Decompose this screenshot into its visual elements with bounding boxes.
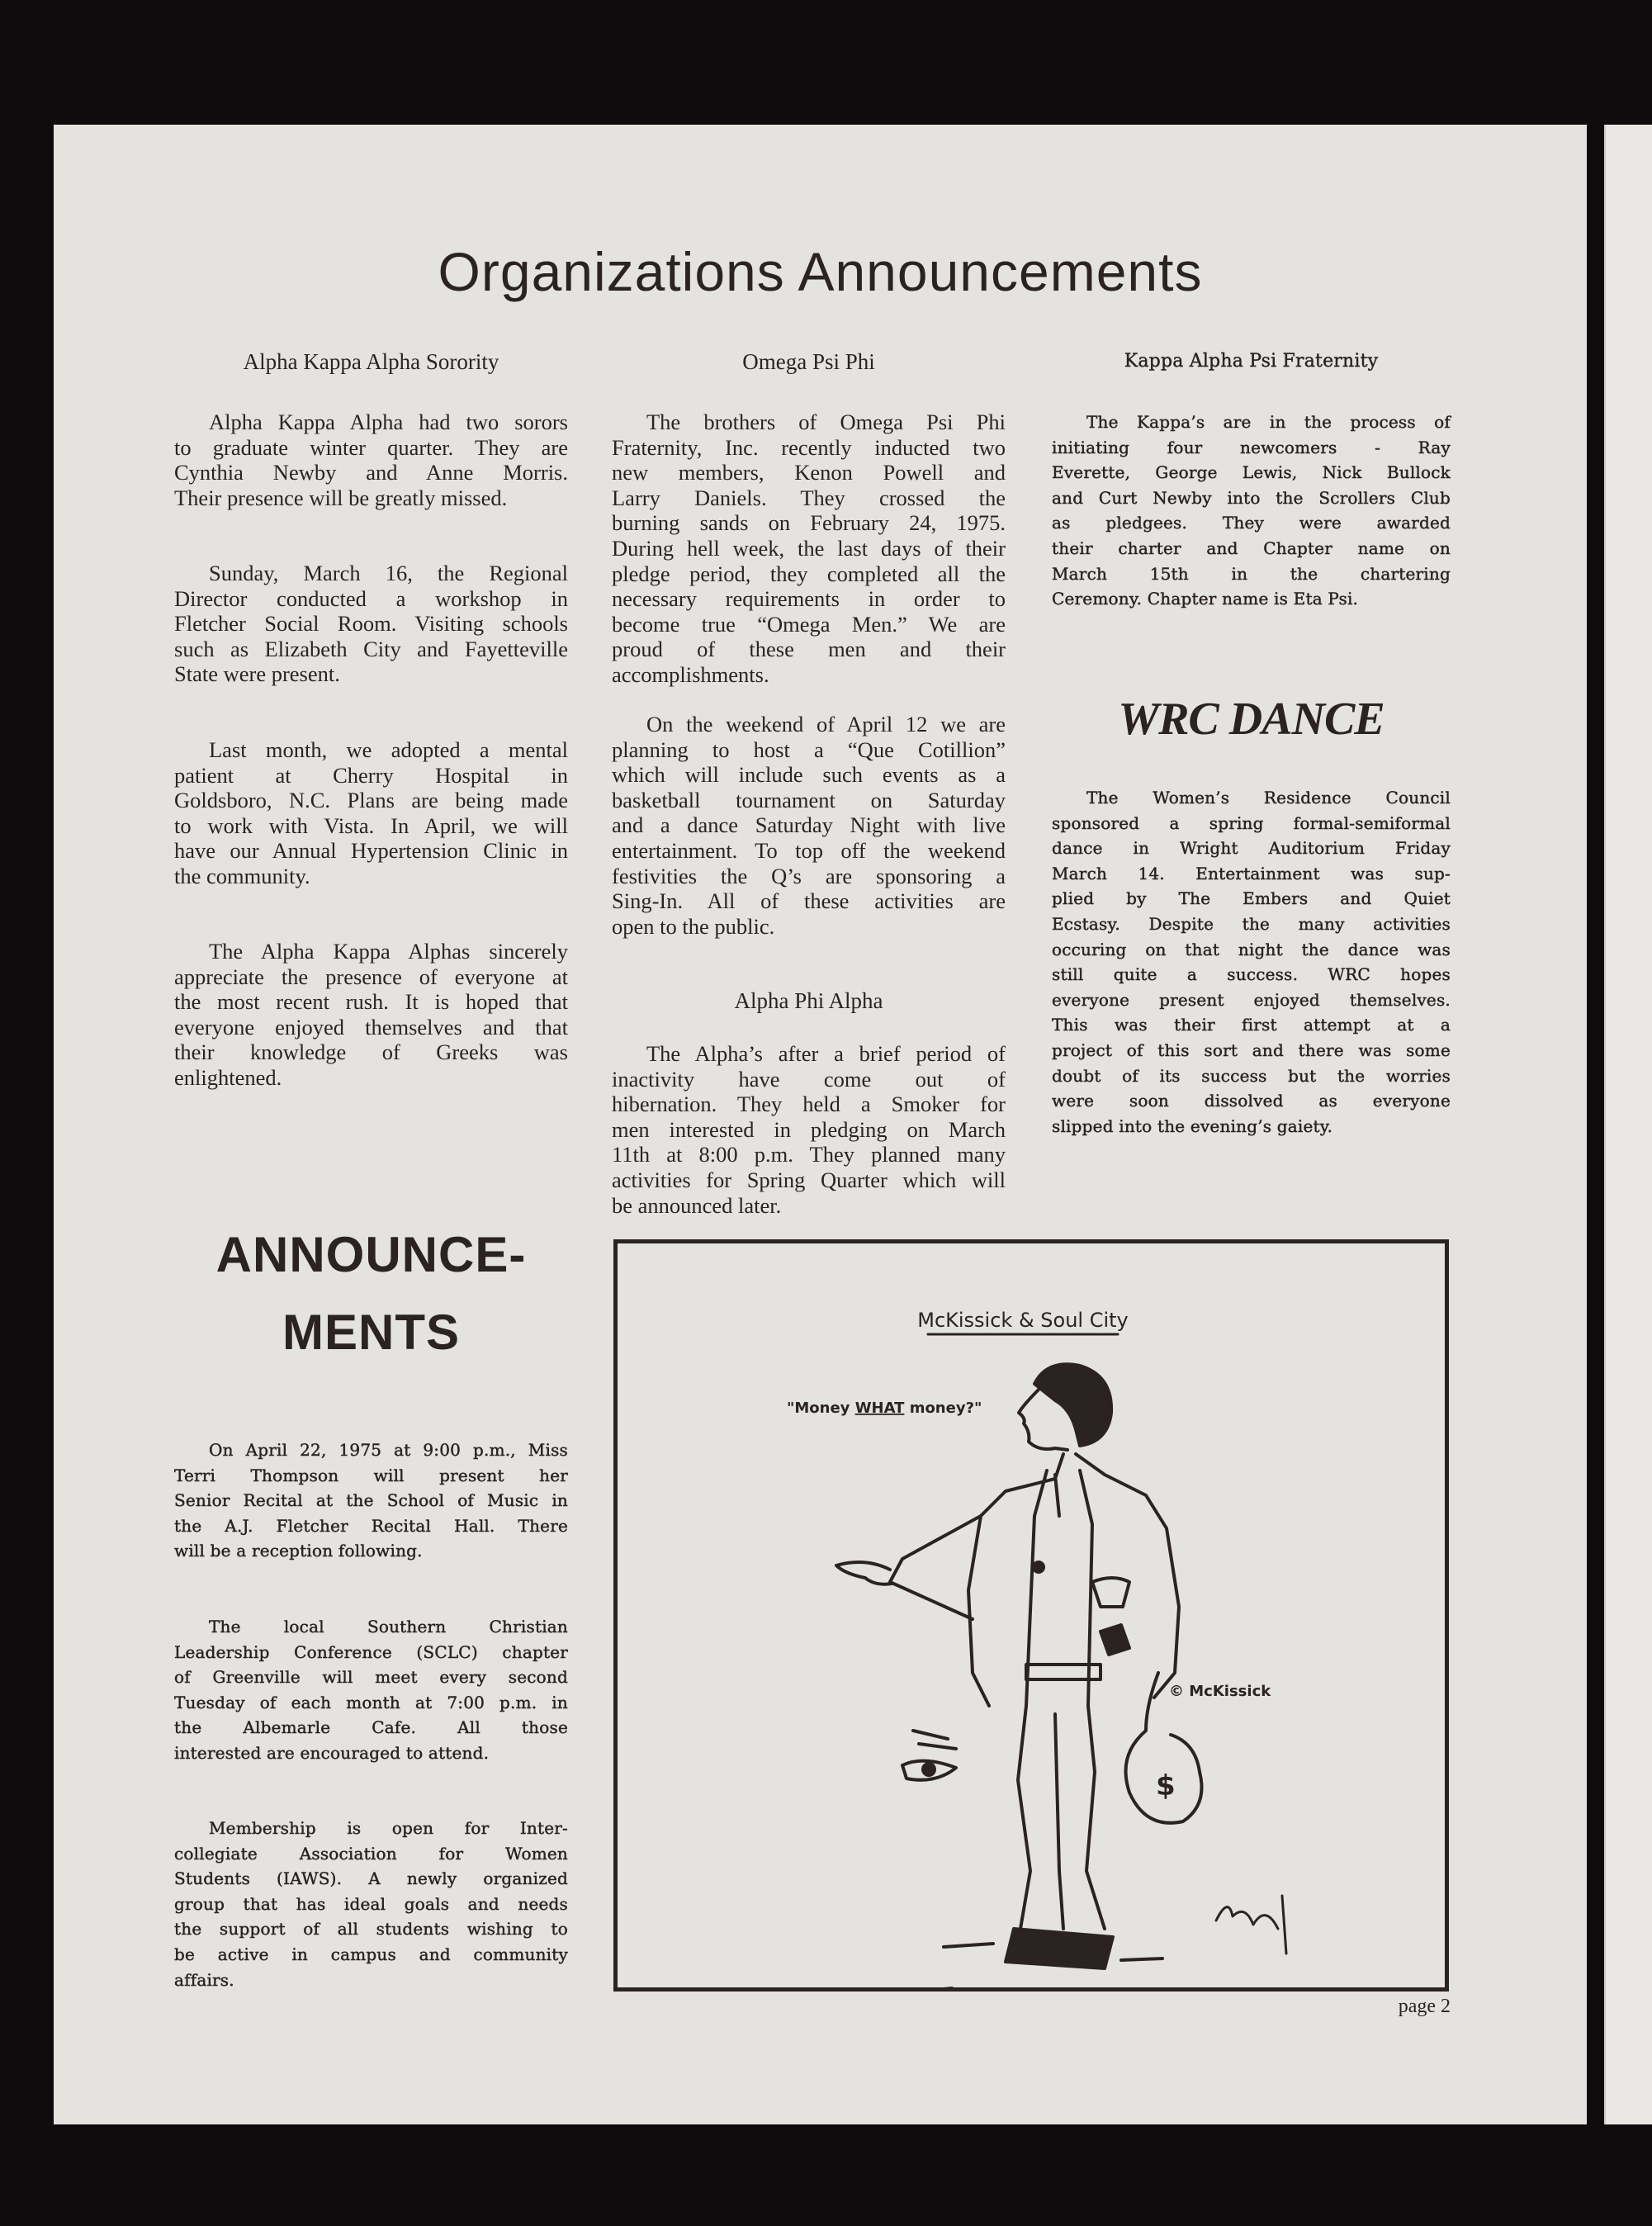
text-line: project of this sort and there was some [1052,1040,1451,1060]
text-line: On the weekend of April 12 we are [646,712,1006,736]
text-line: their charter and Chapter name on [1052,538,1451,558]
text-line: and Curt Newby into the Scrollers Club [1052,487,1451,508]
text-line: the most recent rush. It is hoped that [174,989,568,1015]
text-line: Leadership Conference (SCLC) chapter [174,1641,568,1662]
text-line: Students (IAWS). A newly organized [174,1868,568,1889]
page-title: Organizations Announcements [438,241,1203,302]
text-line: have our Annual Hypertension Clinic in [174,838,568,864]
text-line: affairs. [174,1969,234,1990]
figure-leg-left [1018,1706,1030,1929]
text-line: doubt of its success but the worries [1052,1065,1451,1086]
text-line: to graduate winter quarter. They are [174,434,568,460]
text-line: Everette, George Lewis, Nick Bullock [1052,462,1451,483]
adjacent-page-edge [1604,125,1652,2124]
kappa-paragraph-1 [1052,410,1451,612]
text-line: Larry Daniels. They crossed the [612,485,1006,510]
aka-paragraph-3 [174,737,568,889]
text-line: Tuesday of each month at 7:00 p.m. in [174,1692,568,1712]
text-line: basketball tournament on Saturday [612,787,1006,812]
announcements-heading [174,1216,568,1371]
text-line: Sing-In. All of these activities are [612,888,1006,914]
text-line: were soon dissolved as everyone [1052,1091,1451,1111]
text-line: to work with Vista. In April, we will [174,812,568,838]
text-line: will be a reception following. [174,1541,423,1561]
figure-head [1019,1364,1111,1450]
text-line: During hell week, the last days of their [612,535,1006,561]
announcements-heading-line-2: MENTS [282,1305,460,1360]
text-line: occuring on that night the dance was [1052,939,1451,959]
text-line: Cynthia Newby and Anne Morris. [174,460,568,485]
text-line: patient at Cherry Hospital in [174,762,568,788]
text-line: The Alpha Kappa Alphas sincerely [209,939,568,964]
artist-signature [1216,1896,1286,1954]
text-line: interested are encouraged to attend. [174,1742,490,1763]
text-line: Sunday, March 16, the Regional [209,561,568,585]
text-line: slipped into the evening’s gaiety. [1052,1115,1333,1136]
text-line: Alpha Kappa Alpha had two sorors [209,410,568,434]
figure-arm [890,1516,981,1619]
text-line: festivities the Q’s are sponsoring a [612,863,1006,888]
text-line: the community. [174,863,310,888]
text-line: March 15th in the chartering [1052,563,1451,584]
text-line: sponsored a spring formal-semiformal [1052,812,1451,833]
text-line: burning sands on February 24, 1975. [612,510,1006,536]
heading-kappa-alpha-psi: Kappa Alpha Psi Fraternity [1124,351,1379,372]
text-line: Director conducted a workshop in [174,585,568,611]
text-line: activities for Spring Quarter which will [612,1167,1006,1192]
text-line: collegiate Association for Women [174,1843,568,1864]
text-line: Ceremony. Chapter name is Eta Psi. [1052,589,1359,609]
text-line: The Alpha’s after a brief period of [646,1041,1006,1066]
text-line: and a dance Saturday Night with live [612,812,1006,838]
figure-jacket-left [968,1454,1063,1706]
dollar-sign-icon: $ [1156,1769,1176,1802]
text-line: dance in Wright Auditorium Friday [1052,838,1451,859]
text-line: This was their first attempt at a [1052,1015,1451,1035]
cartoon-drawing [618,1243,1445,1987]
text-line: entertainment. To top off the weekend [612,837,1006,863]
cartoon-quote: "Money WHAT money?" [787,1400,982,1417]
text-line: necessary requirements in order to [612,586,1006,612]
text-line: planning to host a “Que Cotillion” [612,736,1006,762]
text-line: The Kappa’s are in the process of [1086,412,1451,432]
text-line: appreciate the presence of everyone at [174,964,568,989]
text-line: group that has ideal goals and needs [174,1893,568,1914]
announcement-iaws [174,1816,568,1992]
text-line: open to the public. [612,913,775,939]
text-line: The Women’s Residence Council [1086,788,1451,808]
newsletter-page [54,125,1587,2124]
figure-hand [836,1562,892,1584]
text-line: their knowledge of Greeks was [174,1040,568,1065]
text-line: everyone present enjoyed themselves. [1052,989,1451,1010]
text-line: be announced later. [612,1192,782,1218]
text-line: Terri Thompson will present her [174,1465,568,1485]
text-line: On April 22, 1975 at 9:00 p.m., Miss [209,1440,568,1460]
alphaphi-paragraph-1 [612,1041,1006,1218]
text-line: Membership is open for Inter- [209,1818,568,1838]
editorial-cartoon [613,1239,1449,1992]
text-line: The local Southern Christian [209,1617,568,1636]
text-line: Senior Recital at the School of Music in [174,1490,568,1511]
heading-alpha-kappa-alpha: Alpha Kappa Alpha Sorority [243,349,499,374]
text-line: March 14. Entertainment was sup- [1052,863,1451,883]
text-line: new members, Kenon Powell and [612,460,1006,485]
text-line: plied by The Embers and Quiet [1052,888,1451,909]
text-line: The brothers of Omega Psi Phi [646,410,1006,434]
page-number: page 2 [1398,1996,1451,2017]
text-line: Their presence will be greatly missed. [174,485,508,510]
text-line: proud of these men and their [612,637,1006,662]
heading-omega-psi-phi: Omega Psi Phi [742,349,875,374]
omega-paragraph-2 [612,712,1006,939]
text-line: the support of all students wishing to [174,1919,568,1939]
aka-paragraph-2 [174,561,568,687]
announcement-sclc [174,1614,568,1766]
text-line: still quite a success. WRC hopes [1052,964,1451,985]
text-line: inactivity have come out of [612,1066,1006,1092]
text-line: Fraternity, Inc. recently inducted two [612,434,1006,460]
text-line: Fletcher Social Room. Visiting schools [174,611,568,637]
text-line: which will include such events as a [612,762,1006,788]
heading-alpha-phi-alpha: Alpha Phi Alpha [734,988,883,1013]
announcement-recital [174,1437,568,1564]
text-line: as pledgees. They were awarded [1052,513,1451,533]
text-line: pledge period, they completed all the [612,561,1006,586]
text-line: initiating four newcomers - Ray [1052,437,1451,457]
text-line: be active in campus and community [174,1944,568,1964]
text-line: 11th at 8:00 p.m. They planned many [612,1142,1006,1167]
text-line: become true “Omega Men.” We are [612,611,1006,637]
cartoon-credit: © McKissick [1169,1683,1271,1700]
text-line: State were present. [174,661,340,687]
aka-paragraph-4 [174,939,568,1091]
text-line: of Greenville will meet every second [174,1667,568,1688]
figure-shoes [1006,1929,1113,1968]
text-line: such as Elizabeth City and Fayetteville [174,636,568,661]
wrc-paragraph-1 [1052,785,1451,1139]
text-line: accomplishments. [612,661,769,687]
announcements-heading-line-1: ANNOUNCE- [215,1227,527,1282]
heading-wrc-dance: WRC DANCE [1118,694,1385,745]
text-line: Ecstasy. Despite the many activities [1052,913,1451,934]
text-line: Goldsboro, N.C. Plans are being made [174,788,568,813]
aka-paragraph-1 [174,410,568,510]
cartoon-title: McKissick & Soul City [917,1309,1129,1332]
text-line: the A.J. Fletcher Recital Hall. There [174,1515,568,1536]
text-line: men interested in pledging on March [612,1116,1006,1142]
text-line: the Albemarle Cafe. All those [174,1717,568,1738]
text-line: enlightened. [174,1064,282,1090]
text-line: everyone enjoyed themselves and that [174,1014,568,1040]
omega-paragraph-1 [612,410,1006,688]
text-line: Last month, we adopted a mental [209,737,568,762]
text-line: hibernation. They held a Smoker for [612,1092,1006,1117]
